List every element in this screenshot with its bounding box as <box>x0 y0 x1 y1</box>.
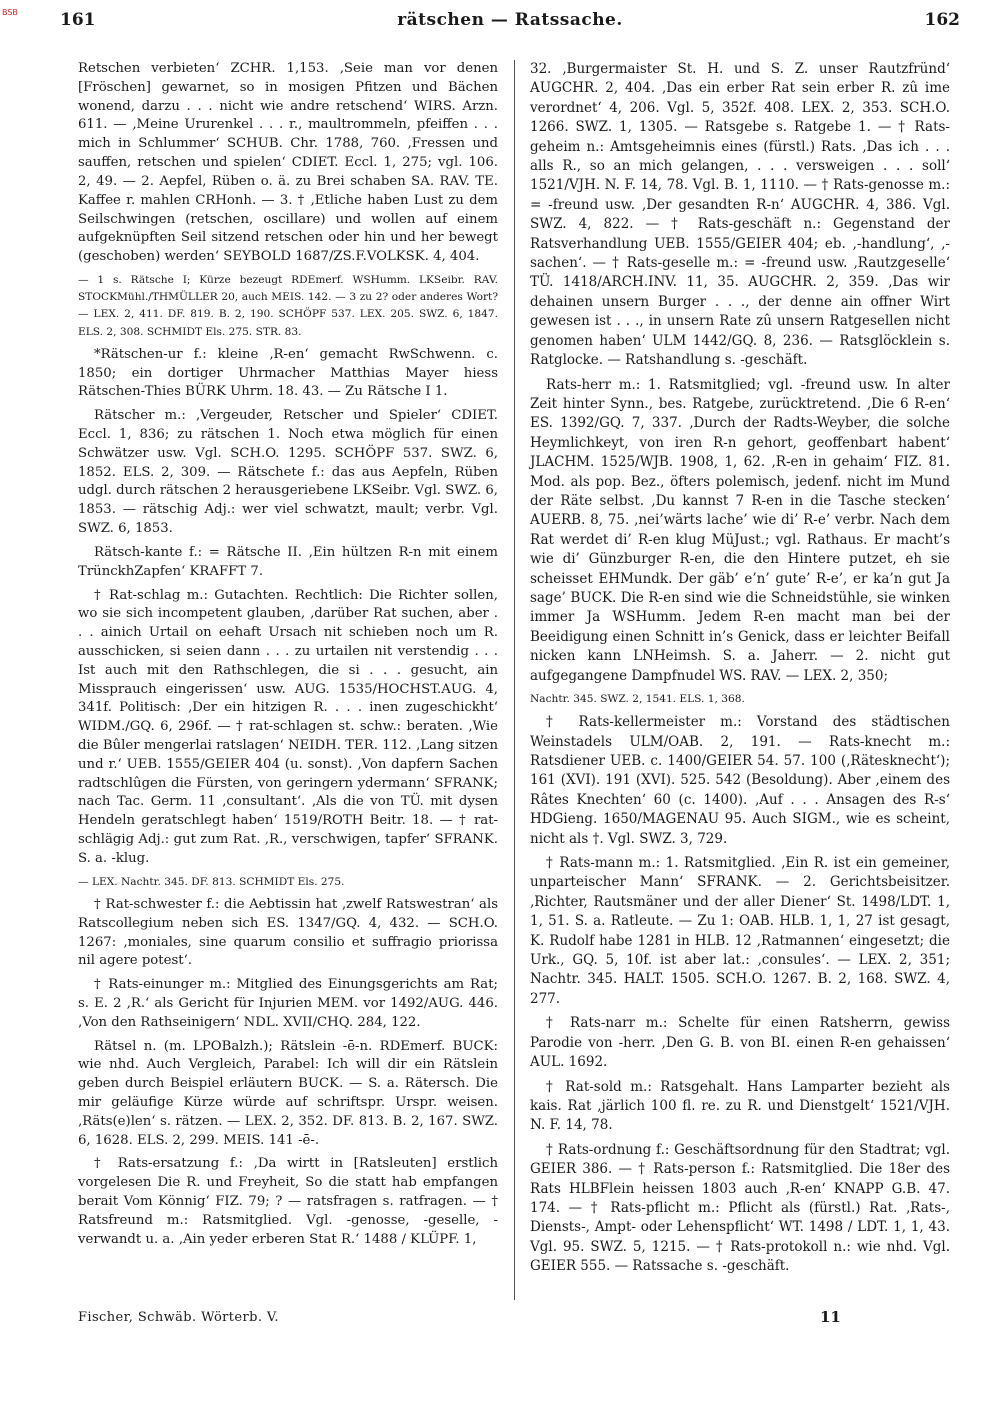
reference-note: Nachtr. 345. SWZ. 2, 1541. ELS. 1, 368. <box>530 693 745 705</box>
dictionary-entry: Rätscher m.: ‚Vergeuder, Retscher und Spieler‘ CDIET. Eccl. 1, 836; zu rätschen 1. Noch etwa möglich für einen Schwätzer usw. Vgl. SCH.O. 1295. SCHÖPF 537. SWZ. 6, 1852. ELS. 2, 309. — Rätschete f.: das aus Aepfeln, Rüben udgl. durch rätschen 2 herausgeriebene LKSeibr. Vgl. SWZ. 6, 1853. — rätschig Adj.: wer viel schwatzt, mault; verbr. Vgl. SWZ. 6, 1853. <box>78 408 498 537</box>
dictionary-entry: Rätsch-kante f.: = Rätsche II. ‚Ein hültzen R-n mit einem TrünckhZapfen‘ KRAFFT 7. <box>78 544 498 579</box>
dictionary-entry: † Rats-ordnung f.: Geschäftsordnung für den Stadtrat; vgl. GEIER 386. — † Rats-person f.: Ratsmitglied. Die 18er des Rats HLBFlein heissen 1803 auch ‚R-en‘ KNAPP G.B. 47. 174. — † Rats-pflicht m.: Pflicht als (fürstl.) Rat. ‚Rats-, Diensts-, Ampt- oder Lehenspflicht‘ WT. 1498 / LDT. 1, 1, 43. Vgl. 95. SWZ. 5, 1215. — † Rats-protokoll n.: wie nhd. Vgl. GEIER 555. — Ratssache s. -geschäft. <box>530 1141 950 1275</box>
continued-text: 32. ‚Burgermaister St. H. und S. Z. unser Rautzfründ‘ AUGCHR. 2, 404. ‚Das ein erber Rat sein erber R. zû ime verordnet‘ 4, 206. Vgl. 5, 352f. 408. LEX. 2, 353. SCH.O. 1266. SWZ. 1, 1305. — Ratsgebe s. Ratgebe 1. — † Rats-geheim n.: Amtsgeheimnis eines (fürstl.) Rats. ‚Das ich . . . alls R., so an mich gelangen, . . . versweigen . . . soll‘ 1521/VJH. N. F. 14, 78. Vgl. B. 1, 1110. — † Rats-genosse m.: = -freund usw. ‚Der gesandten R-n‘ AUGCHR. 4, 386. Vgl. SWZ. 4, 822. — † Rats-geschäft n.: Gegenstand der Ratsverhandlung UEB. 1555/GEIER 404; eb. ‚-handlung‘, ‚-sachen‘. — † Rats-geselle m.: = -freund usw. ‚Rautzgeselle‘ TÜ. 1418/ARCH.INV. 11, 35. AUGCHR. 2, 359. ‚Das wir dehainen unsern Burger . . ., der denne ain offner Wirt gewesen ist . . ., in unsern Rate zû unsern Ratgesellen nicht genomen haben‘ ULM 1442/GQ. 8, 236. — Ratsglöcklein s. Ratglocke. — Ratshandlung s. -geschäft. <box>530 61 950 369</box>
column-divider <box>514 60 515 1300</box>
dictionary-entry: Rats-herr m.: 1. Ratsmitglied; vgl. -freund usw. In alter Zeit hinter Synn., bes. Ratgebe, zurücktretend. ‚Die 6 R-en‘ ES. 1392/GQ. 7, 337. ‚Durch der Radts-Weyber, die solche Heymlichkeyt, von iren R-n gehort, geoffenbart habent‘ JLACHM. 1525/WJB. 1908, 1, 62. ‚R-en in gehaim‘ FIZ. 81. Mod. als pop. Bez., öfters polemisch, jedenf. nicht im Mund der Räte selbst. ‚Du kannst 7 R-en in die Tasche stecken‘ AUERB. 8, 75. ‚nei’wärts lache’ wie di’ R-e’ verbr. Nach dem Rat werdet di’ R-en klug MüJust.; vgl. Rathaus. Er macht’s wie di’ Günzburger R-en, die den Hintere putzet, eh sie scheisset EHMundk. Der gäb’ e’n’ gute’ R-e’, er ka’n gut Ja sage’ BUCK. Die R-en sind wie die Schneidstühle, sie winken immer Ja WSHumm. Jedem R-en macht man bei der Beeidigung einen Schnitt in’s Genick, dass er leichter Beifall nicken kann LNHeimsh. S. a. Jaherr. — 2. nicht gut aufgegangene Dampfnudel WS. RAV. — LEX. 2, 350; <box>530 376 950 684</box>
dictionary-entry: † Rats-kellermeister m.: Vorstand des städtischen Weinstadels ULM/OAB. 2, 191. — Rats-knecht m.: Ratsdiener UEB. c. 1400/GEIER 54. 57. 100 (‚Rätesknecht‘); 161 (XVI). 191 (XVI). 525. 542 (Besoldung). Aber ‚einem des Râtes Knechten‘ 60 (c. 1400). ‚Auf . . . Ansagen des R-s‘ HDGieng. 1650/MAGENAU 95. Auch SIGM., wie es scheint, nicht als †. Vgl. SWZ. 3, 729. <box>530 714 950 847</box>
running-title: rätschen — Ratssache. <box>397 10 623 30</box>
library-stamp: BSB <box>2 8 18 17</box>
footer-sheet-number: 11 <box>820 1308 841 1326</box>
reference-note: — 1 s. Rätsche I; Kürze bezeugt RDEmerf. WSHumm. LKSeibr. RAV. STOCKMühl./THMÜLLER 20, auch MEIS. 142. — 3 zu 2? oder anderes Wort? — LEX. 2, 411. DF. 819. B. 2, 190. SCHÖPF 537. LEX. 205. SWZ. 6, 1847. ELS. 2, 308. SCHMIDT Els. 275. STR. 83. <box>78 273 498 338</box>
dictionary-entry: Rätsel n. (m. LPOBalzh.); Rätslein -ē-n. RDEmerf. BUCK: wie nhd. Auch Vergleich, Parabel: Ich will dir ein Rätslein geben durch Beispiel erläutern BUCK. — S. a. Rätersch. Die mir geläufige Kürze würde auf schriftspr. Urspr. weisen. ‚Räts(e)len‘ s. rätzen. — LEX. 2, 352. DF. 813. B. 2, 167. SWZ. 6, 1628. ELS. 2, 299. MEIS. 141 -ē-. <box>78 1038 498 1148</box>
right-column <box>530 60 950 1282</box>
page-number-right: 162 <box>924 10 960 30</box>
reference-note: — LEX. Nachtr. 345. DF. 813. SCHMIDT Els. 275. <box>78 875 345 888</box>
dictionary-entry: † Rat-schwester f.: die Aebtissin hat ‚zwelf Ratswestran‘ als Ratscollegium neben sich ES. 1347/GQ. 4, 432. — SCH.O. 1267: ‚moniales, sine quarum consilio et suffragio priorissa nil agere potest‘. <box>78 896 498 969</box>
left-column <box>78 60 498 1255</box>
page-number-left: 161 <box>60 10 96 30</box>
page-header <box>60 10 960 40</box>
dictionary-entry: † Rat-schlag m.: Gutachten. Rechtlich: Die Richter sollen, wo sie sich incompetent glauben, ‚darüber Rat suchen, aber . . . ainich Urtail on eehaft Ursach nit schieben noch um R. ausschicken, si seien dann . . . zu urtailen nit verstendig . . . Ist auch mit den Rathschlegen, die si . . . gesucht, ain Missprauch eingerissen‘ usw. AUG. 1535/HOCHST.AUG. 4, 341f. Politisch: ‚Der ein hitzigen R. . . . inen zugeschickht‘ WIDM./GQ. 6, 296f. — † rat-schlagen st. schw.: beraten. ‚Wie die Bûler mengerlai ratslagen‘ NEIDH. TER. 112. ‚Lang sitzen und r.‘ UEB. 1555/GEIER 404 (u. sonst). ‚Von dapfern Sachen radtschlûgen die Fürsten, von geringern ydermann‘ SFRANK; nach Tac. Germ. 11 ‚consultant‘. ‚Als die von TÜ. mit dysen Hendeln geratschlegt haben‘ 1519/ROTH Beitr. 18. — † rat-schlägig Adj.: gut zum Rat. ‚R., verschwigen, tapfer‘ SFRANK. S. a. -klug. <box>78 587 498 866</box>
footer-signature: Fischer, Schwäb. Wörterb. V. <box>78 1310 279 1325</box>
dictionary-entry: *Rätschen-ur f.: kleine ‚R-en‘ gemacht RwSchwenn. c. 1850; ein dortiger Uhrmacher Matthias Mayer hiess Rätschen-Thies BÜRK Uhrm. 18. 43. — Zu Rätsche I 1. <box>78 346 498 400</box>
dictionary-entry: † Rats-einunger m.: Mitglied des Einungsgerichts am Rat; s. E. 2 ‚R.‘ als Gericht für Injurien MEM. vor 1492/AUG. 446. ‚Von den Rathseinigern‘ NDL. XVII/CHQ. 284, 122. <box>78 977 498 1030</box>
dictionary-entry: † Rat-sold m.: Ratsgehalt. Hans Lamparter bezieht als kais. Rat ‚järlich 100 fl. re. zu R. und Dienstgelt‘ 1521/VJH. N. F. 14, 78. <box>530 1078 950 1134</box>
dictionary-entry: † Rats-ersatzung f.: ‚Da wirtt in [Ratsleuten] erstlich vorgelesen Die R. und Freyheit, So die statt hab empfangen berait Vom Könnig‘ FIZ. 79; ? — ratsfragen s. ratfragen. — † Ratsfreund m.: Ratsmitglied. Vgl. -genosse, -geselle, -verwandt u. a. ‚Ain yeder erberen Stat R.‘ 1488 / KLÜPF. 1, <box>78 1156 498 1247</box>
dictionary-entry: † Rats-mann m.: 1. Ratsmitglied. ‚Ein R. ist ein gemeiner, unparteischer Mann‘ SFRANK. — 2. Gerichtsbeisitzer. ‚Richter, Rautsmäner und der aller Diener‘ St. 1498/LDT. 1, 1, 51. S. a. Ratleute. — Zu 1: OAB. HLB. 1, 1, 27 ist gesagt, K. Rudolf habe 1281 in HLB. 12 ‚Ratmannen‘ eingesetzt; die Urk., GQ. 5, 10f. ist aber lat.: ‚consules‘. — LEX. 2, 351; Nachtr. 345. HALT. 1505. SCH.O. 1267. B. 2, 168. SWZ. 4, 277. <box>530 855 950 1007</box>
dictionary-entry: † Rats-narr m.: Schelte für einen Ratsherrn, gewiss Parodie von -herr. ‚Den G. B. von BI. einen R-en gehaissen‘ AUL. 1692. <box>530 1015 950 1071</box>
continued-text: Retschen verbieten‘ ZCHR. 1,153. ‚Seie man vor denen [Fröschen] gewarnet, so in mosigen Pfitzen und Bächen wonend, darzu . . . nicht wie andre retschend‘ WIRS. Arzn. 611. — ‚Meine Ururenkel . . . r., maultrommeln, pfeiffen . . . mich in Schlummer‘ SCHUB. Chr. 1788, 760. ‚Fressen und sauffen, retschen und spielen‘ CDIET. Eccl. 1, 275; vgl. 106. 2, 49. — 2. Aepfel, Rüben o. ä. zu Brei schaben SA. RAV. TE. Kaffee r. mahlen CRHonh. — 3. † ‚Etliche haben Lust zu dem Seilschwingen (retschen, oscillare) und wollen auf einem aufgeknüpften Seil sitzend retschen oder hin und her bewegt (geschoben) werden‘ SEYBOLD 1687/ZS.F.VOLKSK. 4, 404. <box>78 61 498 265</box>
